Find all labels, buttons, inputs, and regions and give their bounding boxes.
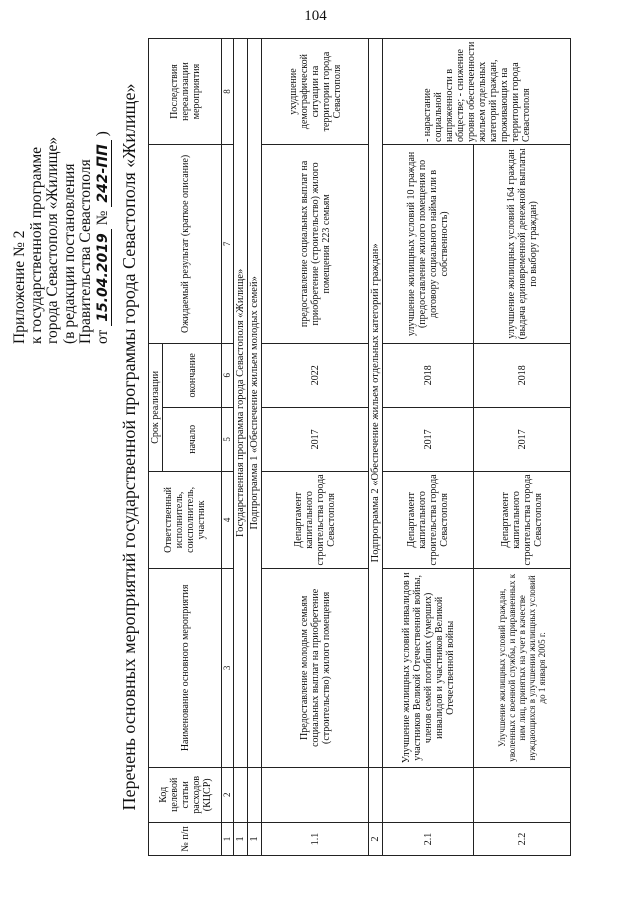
row-num: 2.2 <box>474 822 571 855</box>
program-title: Государственная программа города Севастополя «Жилище» <box>234 39 248 768</box>
row-measure-name: Улучшение жилищных условий граждан, уволенных с военной службы, и приравненных к ним лиц, принятых на учет в качестве нуждающихся в улучшении жилищных условий до 1 января 2005 г. <box>474 568 571 767</box>
decree-reference <box>95 44 112 344</box>
subprogram-2-code <box>369 767 383 822</box>
decree-number: 242-ПП <box>95 140 112 206</box>
program-num: 1 <box>234 822 248 855</box>
header-start: начало <box>163 407 222 471</box>
row-measure-name: Предоставление молодым семьям социальных выплат на приобретение (строительство) жилого помещения <box>262 568 369 767</box>
decree-prefix: от <box>93 329 111 344</box>
col-number: 6 <box>222 343 234 407</box>
header-result: Ожидаемый результат (краткое описание) <box>149 145 222 344</box>
row-num: 2.1 <box>383 822 474 855</box>
col-number: 5 <box>222 407 234 471</box>
row-num: 1.1 <box>262 822 369 855</box>
appendix-line-3: города Севастополя «Жилище» <box>44 136 61 344</box>
row-expected-result: улучшение жилищных условий 164 граждан (выдача единовременной денежной выплаты по выбору граждан) <box>474 145 571 344</box>
row-executor: Департамент капитального строительства города Севастополя <box>262 471 369 568</box>
col-number: 1 <box>222 822 234 855</box>
row-consequence: - нарастание социальной напряженности в обществе; - снижение уровня обеспеченности жильем отдельных категорий граждан, проживающих на территории города Севастополя <box>383 39 571 145</box>
table-row <box>262 39 369 856</box>
program-row <box>234 39 248 856</box>
table-row <box>383 39 474 856</box>
row-code <box>383 767 474 822</box>
appendix-line-1: Приложение № 2 <box>11 230 28 344</box>
decree-date: 15.04.2019 <box>95 229 112 326</box>
row-start-year: 2017 <box>262 407 369 471</box>
appendix-header <box>12 44 111 344</box>
header-consequence: Последствия нереализации мероприятия <box>149 39 222 145</box>
decree-number-sign: № <box>93 210 111 226</box>
row-start-year: 2017 <box>383 407 474 471</box>
decree-close: ) <box>93 131 111 137</box>
row-consequence: ухудшение демографической ситуации на территории города Севастополя <box>262 39 369 145</box>
subprogram-2-title: Подпрограмма 2 «Обеспечение жильем отдельных категорий граждан» <box>369 39 383 768</box>
appendix-line-2: к государственной программе <box>27 146 45 344</box>
col-number: 7 <box>222 145 234 344</box>
measures-table <box>148 38 571 856</box>
row-end-year: 2018 <box>383 343 474 407</box>
header-code: Код целевой статьи расходов (КЦСР) <box>149 767 222 822</box>
table-row <box>474 39 571 856</box>
row-code <box>262 767 369 822</box>
header-executor: Ответственный исполнитель, соисполнитель, участник <box>149 471 222 568</box>
header-name: Наименование основного мероприятия <box>149 568 222 767</box>
col-number: 2 <box>222 767 234 822</box>
document-title: Перечень основных мероприятий государственной программы города Севастополя «Жилище» <box>119 83 139 811</box>
subprogram-2-row <box>369 39 383 856</box>
subprogram-1-num: 1 <box>248 822 262 855</box>
col-number: 4 <box>222 471 234 568</box>
column-numbers-row <box>222 39 234 856</box>
subprogram-1-code <box>248 767 262 822</box>
col-number: 8 <box>222 39 234 145</box>
header-num: № п/п <box>149 822 222 855</box>
row-end-year: 2022 <box>262 343 369 407</box>
appendix-line-4: (в редакции постановления <box>60 163 78 344</box>
row-measure-name: Улучшение жилищных условий инвалидов и участников Великой Отечественной войны, членов семей погибших (умерших) инвалидов и участников Великой Отечественной войны <box>383 568 474 767</box>
appendix-line-5: Правительства Севастополя <box>77 159 94 344</box>
header-row <box>149 39 163 856</box>
subprogram-1-row <box>248 39 262 856</box>
header-end: окончание <box>163 343 222 407</box>
col-number: 3 <box>222 568 234 767</box>
row-executor: Департамент капитального строительства города Севастополя <box>383 471 474 568</box>
row-expected-result: предоставление социальных выплат на приобретение (строительство) жилого помещения 223 семьям <box>262 145 369 344</box>
page-number: 104 <box>304 8 327 24</box>
row-end-year: 2018 <box>474 343 571 407</box>
row-code <box>474 767 571 822</box>
subprogram-2-num: 2 <box>369 822 383 855</box>
program-code <box>234 767 248 822</box>
rotated-page-content <box>12 32 614 862</box>
subprogram-1-title: Подпрограмма 1 «Обеспечение жильем молодых семей» <box>248 39 262 768</box>
row-start-year: 2017 <box>474 407 571 471</box>
row-executor: Департамент капитального строительства города Севастополя <box>474 471 571 568</box>
header-period: Срок реализации <box>149 343 163 471</box>
row-expected-result: улучшение жилищных условий 10 граждан (предоставление жилого помещения по договору социального найма или в собственность) <box>383 145 474 344</box>
